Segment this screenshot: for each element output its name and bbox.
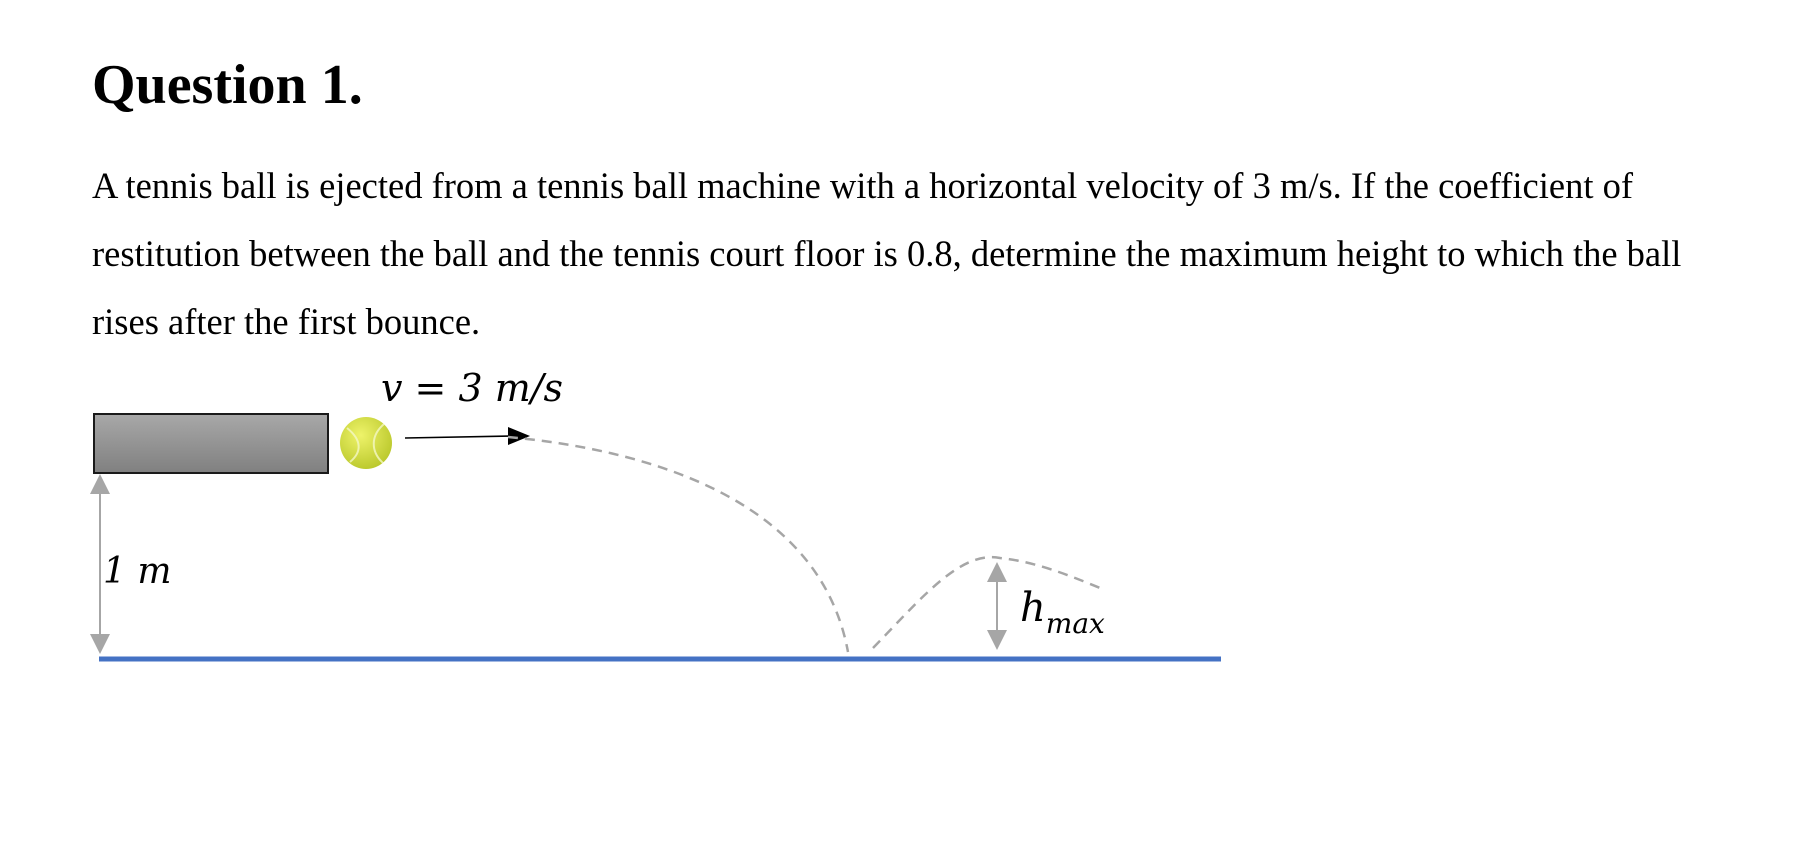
hmax-label [1020,585,1105,640]
tennis-ball [340,417,392,469]
question-title: Question 1. [92,54,363,116]
velocity-label: v = 3 m/s [381,366,564,410]
hmax-dimension-arrow [987,562,1007,650]
hmax-label-sub: max [1045,607,1105,640]
question-text: A tennis ball is ejected from a tennis ball machine with a horizontal velocity of 3 m/s. If the coefficient of restitution between the ball and the tennis court floor is 0.8, determine the maximum height to which the ball rises after the first bounce. [92,165,1682,342]
height-label: 1 m [103,551,172,592]
hmax-label-h: h [1020,585,1046,631]
velocity-arrow [405,427,530,445]
trajectory-before-bounce [508,437,848,652]
ball-machine [94,414,328,473]
